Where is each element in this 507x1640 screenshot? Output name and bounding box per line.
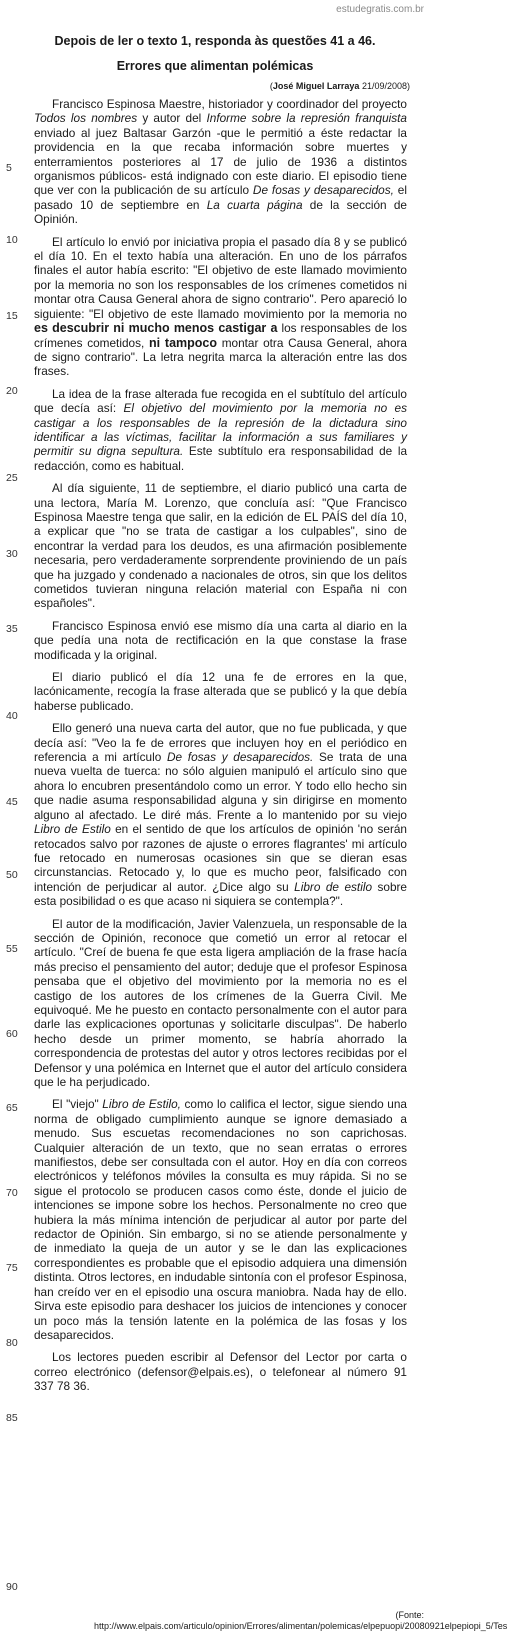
line-number: 40 (6, 710, 18, 722)
line-number: 45 (6, 796, 18, 808)
author-name: José Miguel Larraya (272, 81, 360, 91)
site-watermark: estudegratis.com.br (336, 4, 424, 15)
line-number: 70 (6, 1187, 18, 1199)
line-number: 10 (6, 234, 18, 246)
line-number: 20 (6, 385, 18, 397)
line-number: 5 (6, 162, 12, 174)
line-number: 15 (6, 310, 18, 322)
article-title: Errores que alimentan polémicas (116, 59, 314, 73)
line-number: 30 (6, 548, 18, 560)
line-number: 90 (6, 1581, 18, 1593)
paragraph-6: El diario publicó el día 12 una fe de errores en la que, lacónicamente, recogía la frase alterada que se publicó y la que debía haberse publicado. (34, 670, 407, 713)
paragraph-4: Al día siguiente, 11 de septiembre, el diario publicó una carta de una lectora, María M. Lorenzo, que concluía así: "Que Francisco Espinosa Maestre tenga que salir, en la edición de EL PAÍS del día 10, a explicar que "no se trata de castigar a los culpables", sino de encontrar la verdad para los deudos, es una afirmación posiblemente necesaria, pero verdaderamente sorprendente proviniendo de un país que ha juzgado y condenado a nacionales de otros, sin que los delitos cometidos tuvieran ninguna relación material con España ni con españoles". (34, 481, 407, 611)
line-number: 65 (6, 1102, 18, 1114)
article-body (34, 97, 407, 1402)
author-line: (José Miguel Larraya 21/09/2008) (269, 81, 410, 91)
line-number: 50 (6, 869, 18, 881)
paragraph-8: El autor de la modificación, Javier Valenzuela, un responsable de la sección de Opinión, reconoce que cometió un error al retocar el artículo. "Creí de buena fe que esta ligera ampliación de la frase hacía más preciso el pensamiento del autor; deduje que el profesor Espinosa pensaba que el objetivo del movimiento por la memoria no es el castigo de los autores de los crímenes de la Guerra Civil. Me equivoqué. Me he puesto en contacto personalmente con el autor para darle las explicaciones oportunas y solicitarle disculpas". De haberlo hecho desde un primer momento, se habría ahorrado la correspondencia de protestas del autor y otros lectores recibidas por el Defensor y una polémica en Internet que el autor del artículo considera que le ha perjudicado. (34, 916, 407, 1089)
paragraph-5: Francisco Espinosa envió ese mismo día una carta al diario en la que pedía una nota de rectificación en la que constase la frase modificada y la original. (34, 618, 407, 662)
line-number: 25 (6, 472, 18, 484)
paragraph-2: El artículo lo envió por iniciativa propia el pasado día 8 y se publicó el día 10. En el texto había una alteración. En uno de los párrafos finales el autor había escrito: "El objetivo de este llamado movimiento por la memoria no son los responsables de los crímenes cometidos ni montar otra Causa General ahora de signo contrario". Pero apareció lo siguiente: "El objetivo de este llamado movimiento por la memoria no es descubrir ni mucho menos castigar a los responsables de los crímenes cometidos, ni tampoco montar otra Causa General, ahora de signo contrario". La letra negrita marca la alteración entre las dos frases. (34, 234, 407, 379)
line-number: 80 (6, 1337, 18, 1349)
paragraph-1: Francisco Espinosa Maestre, historiador y coordinador del proyecto Todos los nombres y autor del Informe sobre la represión franquista enviado al juez Baltasar Garzón -que le permitió a éste redactar la providencia en la que recaba información sobre muertes y enterramientos posteriores al 17 de julio de 1936 a distintos organismos públicos- está indignado con este diario. El episodio tiene que ver con la publicación de su artículo De fosas y desaparecidos, el pasado 10 de septiembre en La cuarta página de la sección de Opinión. (34, 97, 407, 227)
source-citation: (Fonte: http://www.elpais.com/articulo/opinion/Errores/alimentan/polemicas/elpepuopi/20080921elpepiopi_5/Tes (94, 1610, 507, 1631)
line-number: 55 (6, 943, 18, 955)
instruction-heading: Depois de ler o texto 1, responda às questões 41 a 46. (54, 34, 376, 48)
paragraph-9: El "viejo" Libro de Estilo, como lo califica el lector, sigue siendo una norma de obligado cumplimiento aunque se ignore demasiado a menudo. Sus escuetas recomendaciones no son caprichosas. Cualquier alteración de un texto, que no sean erratas o errores manifiestos, debe ser consultada con el autor. Hoy en día con correos electrónicos y teléfonos móviles la consulta es muy rápida. Si no se sigue el protocolo se producen casos como éste, donde el juicio de intenciones se impone sobre los hechos. Personalmente no creo que hubiera la más mínima intención de perjudicar al autor por parte del redactor de Opinión. Sin embargo, si no se atiende personalmente y de inmediato la queja de un autor y se le dan las explicaciones correspondientes es probable que el episodio adquiera una dimensión distinta. Otros lectores, en indudable sintonía con el profesor Espinosa, han creído ver en el episodio una oscura maniobra. Nada hay de ello. Sirva este episodio para deshacer los juicios de intenciones y conocer un poco más la tensión latente en la polémica de las fosas y los desaparecidos. (34, 1097, 407, 1342)
line-number: 35 (6, 623, 18, 635)
paragraph-7: Ello generó una nueva carta del autor, que no fue publicada, y que decía así: "Veo la fe de errores que incluyen hoy en el periódico en referencia a mi artículo De fosas y desaparecidos. Se trata de una nueva vuelta de tuerca: no sólo alguien manipuló el artículo sino que ahora lo encubren presentándolo como un error. Y todo ello hecho sin que nadie asuma responsabilidad alguna y sin dirigirse en momento alguno al afectado. Le diré más. Frente a lo mantenido por su viejo Libro de Estilo en el sentido de que los artículos de opinión 'no serán retocados salvo por razones de ajuste o errores flagrantes' mi artículo fue retocado en numerosas ocasiones sin que se dieran esas circunstancias. Retocado y, lo que es mucho peor, falsificado con intención de perjudicar al autor. ¿Dice algo su Libro de estilo sobre esta posibilidad o es que acaso ni siquiera se contempla?". (34, 721, 407, 909)
paragraph-10: Los lectores pueden escribir al Defensor del Lector por carta o correo electrónico (defensor@elpais.es), o telefonear al número 91 337 78 36. (34, 1350, 407, 1394)
line-number: 75 (6, 1262, 18, 1274)
paragraph-3: La idea de la frase alterada fue recogida en el subtítulo del artículo que decía así: El objetivo del movimiento por la memoria no es castigar a los responsables de la represión de la dictadura sino identificar a las víctimas, facilitar la información a sus familiares y permitir su digna sepultura. Este subtítulo era responsabilidad de la redacción, como es habitual. (34, 386, 408, 473)
article-date: 21/09/2008 (361, 81, 407, 91)
line-number: 60 (6, 1028, 18, 1040)
line-number: 85 (6, 1412, 18, 1424)
